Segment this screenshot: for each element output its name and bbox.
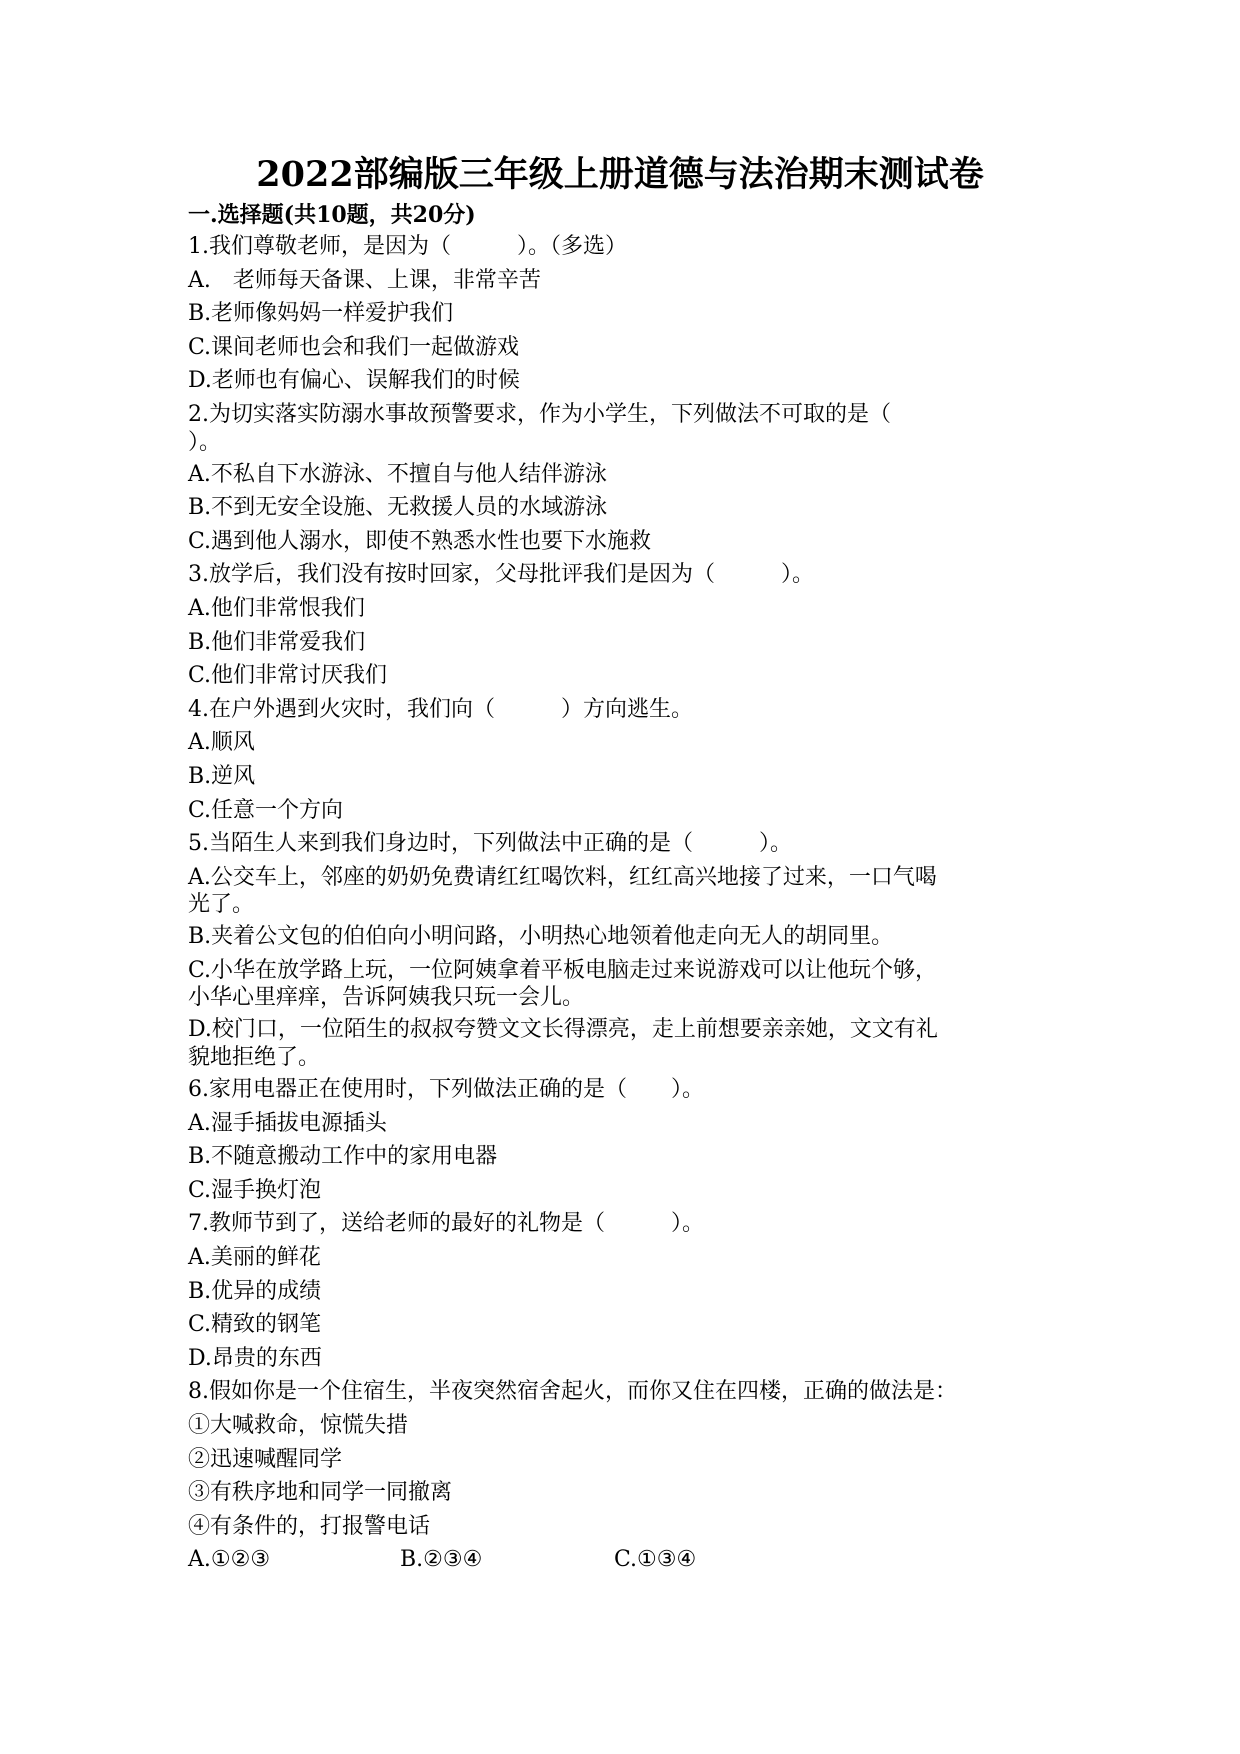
option-d: D.老师也有偏心、误解我们的时候	[188, 368, 520, 394]
question-2	[188, 398, 1068, 558]
question-list	[188, 230, 1068, 1577]
document-title: 2022部编版三年级上册道德与法治期末测试卷	[256, 154, 984, 195]
question-stem: 2.为切实落实防溺水事故预警要求，作为小学生，下列做法不可取的是（	[188, 401, 891, 427]
option-c: C.小华在放学路上玩，一位阿姨拿着平板电脑走过来说游戏可以让他玩个够，	[188, 957, 938, 983]
question-8	[188, 1375, 1068, 1577]
question-5	[188, 827, 1068, 1073]
option-b: B.不到无安全设施、无救援人员的水域游泳	[188, 495, 608, 521]
option-b: B.逆风	[188, 763, 256, 789]
option-a: A.美丽的鲜花	[188, 1245, 321, 1271]
option-row	[188, 1543, 1068, 1577]
statement-2: ②迅速喊醒同学	[188, 1446, 343, 1472]
question-4	[188, 693, 1068, 827]
option-c: C.遇到他人溺水，即使不熟悉水性也要下水施救	[188, 528, 652, 554]
option-a: A.①②③	[188, 1547, 271, 1573]
question-1	[188, 230, 1068, 398]
option-c: C.湿手换灯泡	[188, 1177, 322, 1203]
option-a-continued: 光了。	[188, 892, 255, 918]
question-stem-continued: ）。	[188, 429, 222, 455]
section-heading: 一.选择题(共10题，共20分)	[188, 202, 476, 228]
question-stem: 6.家用电器正在使用时，下列做法正确的是（ ）。	[188, 1077, 704, 1103]
option-b: B.不随意搬动工作中的家用电器	[188, 1144, 498, 1170]
question-stem: 7.教师节到了，送给老师的最好的礼物是（ ）。	[188, 1211, 704, 1237]
option-d: D.校门口，一位陌生的叔叔夸赞文文长得漂亮，走上前想要亲亲她，文文有礼	[188, 1017, 938, 1043]
option-c: C.他们非常讨厌我们	[188, 663, 388, 689]
question-stem: 8.假如你是一个住宿生，半夜突然宿舍起火，而你又住在四楼，正确的做法是：	[188, 1379, 957, 1405]
option-c: C.任意一个方向	[188, 797, 344, 823]
question-7	[188, 1207, 1068, 1375]
question-6	[188, 1073, 1068, 1207]
question-stem: 5.当陌生人来到我们身边时，下列做法中正确的是（ ）。	[188, 831, 792, 857]
option-b: B.优异的成绩	[188, 1278, 322, 1304]
question-stem: 3.放学后，我们没有按时回家，父母批评我们是因为（ ）。	[188, 562, 814, 588]
option-a: A.他们非常恨我们	[188, 595, 365, 621]
option-c: C.精致的钢笔	[188, 1312, 322, 1338]
option-a: A. 老师每天备课、上课，非常辛苦	[188, 267, 541, 293]
option-c: C.课间老师也会和我们一起做游戏	[188, 334, 520, 360]
option-b: B.②③④	[400, 1547, 483, 1573]
option-d: D.昂贵的东西	[188, 1345, 322, 1371]
option-b: B.夹着公文包的伯伯向小明问路，小明热心地领着他走向无人的胡同里。	[188, 924, 894, 950]
option-c-continued: 小华心里痒痒，告诉阿姨我只玩一会儿。	[188, 985, 585, 1011]
option-a: A.不私自下水游泳、不擅自与他人结伴游泳	[188, 461, 607, 487]
question-stem: 4.在户外遇到火灾时，我们向（ ）方向逃生。	[188, 696, 693, 722]
option-a: A.公交车上，邻座的奶奶免费请红红喝饮料，红红高兴地接了过来，一口气喝	[188, 864, 937, 890]
option-b: B.老师像妈妈一样爱护我们	[188, 301, 454, 327]
option-d-continued: 貌地拒绝了。	[188, 1045, 321, 1071]
option-a: A.顺风	[188, 730, 255, 756]
statement-4: ④有条件的，打报警电话	[188, 1513, 431, 1539]
option-a: A.湿手插拔电源插头	[188, 1110, 387, 1136]
option-b: B.他们非常爱我们	[188, 629, 366, 655]
statement-1: ①大喊救命，惊慌失措	[188, 1413, 409, 1438]
statement-3: ③有秩序地和同学一同撤离	[188, 1480, 453, 1506]
option-c: C.①③④	[614, 1547, 697, 1573]
question-3	[188, 558, 1068, 692]
question-stem: 1.我们尊敬老师，是因为（ ）。（多选）	[188, 234, 627, 259]
